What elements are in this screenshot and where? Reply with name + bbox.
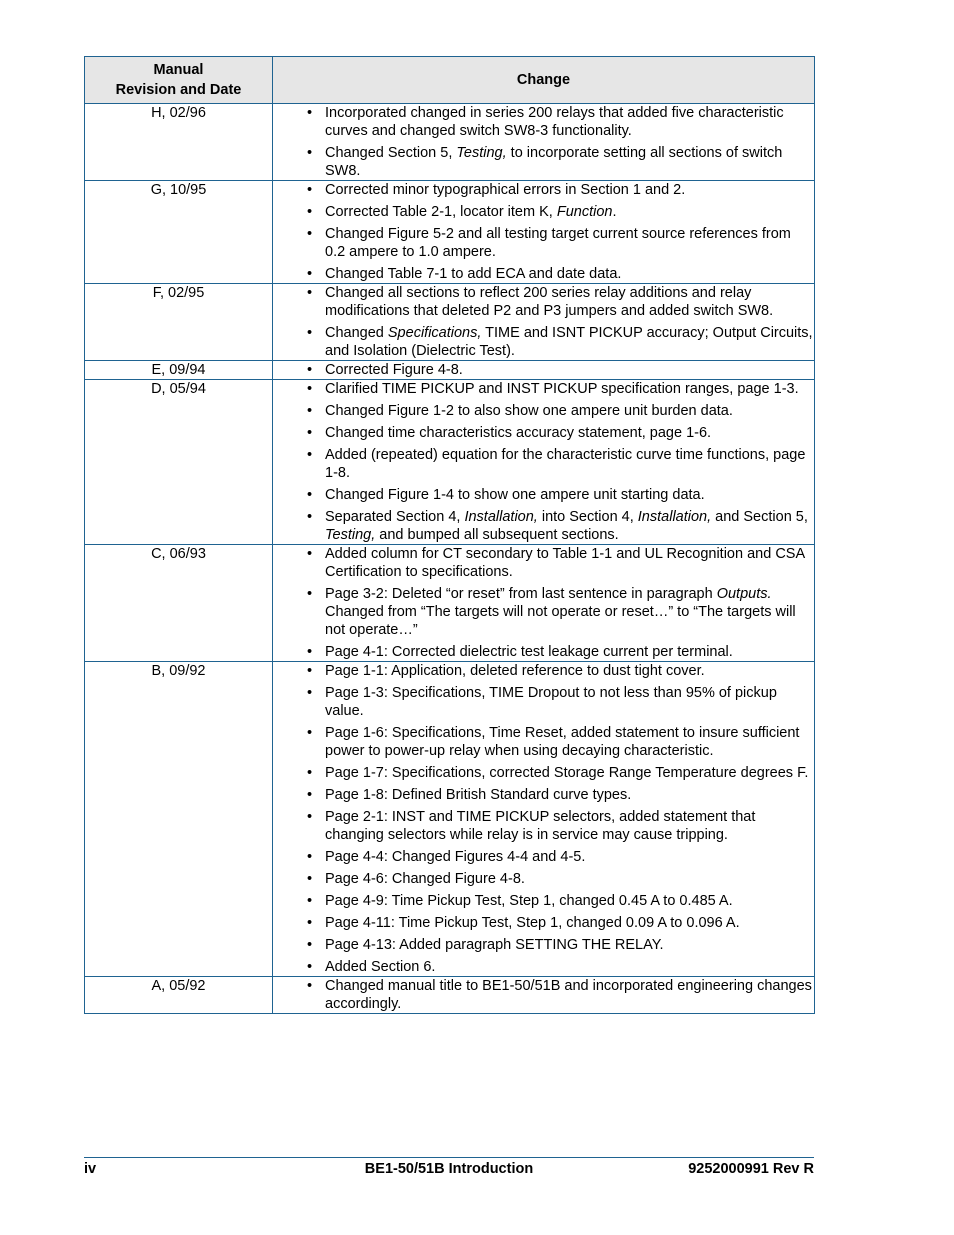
change-text: Page 4-1: Corrected dielectric test leakage current per terminal.: [325, 644, 733, 660]
change-text: Page 1-7: Specifications, corrected Storage Range Temperature degrees F.: [325, 765, 809, 781]
change-text: Added (repeated) equation for the characteristic curve time functions, page 1-8.: [325, 447, 806, 481]
change-text-italic: Outputs.: [716, 586, 772, 602]
change-text: Changed all sections to reflect 200 series relay additions and relay modifications that deleted P2 and P3 jumpers and added switch SW8.: [325, 285, 774, 319]
change-item: [273, 284, 814, 320]
change-item: [273, 643, 814, 661]
change-item: [273, 808, 814, 844]
header-line-1: Manual: [153, 62, 204, 78]
bullet-icon: •: [307, 586, 313, 602]
table-row: [85, 284, 815, 361]
change-item: [273, 324, 814, 360]
change-cell: [273, 361, 815, 380]
bullet-icon: •: [307, 285, 313, 301]
page-number: iv: [84, 1161, 97, 1177]
change-item: [273, 786, 814, 804]
bullet-icon: •: [307, 685, 313, 701]
change-text-italic: Installation,: [637, 509, 712, 525]
change-text: Page 4-6: Changed Figure 4-8.: [325, 871, 525, 887]
bullet-icon: •: [307, 809, 313, 825]
change-cell: [273, 104, 815, 181]
change-item: [273, 104, 814, 140]
change-item: [273, 684, 814, 720]
change-item: [273, 424, 814, 442]
change-cell: [273, 662, 815, 977]
bullet-icon: •: [307, 546, 313, 562]
header-change: Change: [273, 57, 815, 104]
bullet-icon: •: [307, 915, 313, 931]
change-list: [273, 662, 814, 976]
change-item: [273, 977, 814, 1013]
change-text: Changed time characteristics accuracy statement, page 1-6.: [325, 425, 712, 441]
change-text: TIME and ISNT PICKUP accuracy; Output Circuits, and Isolation (Dielectric Test).: [325, 325, 813, 359]
change-item: [273, 486, 814, 504]
change-list: [273, 545, 814, 661]
change-item: [273, 936, 814, 954]
bullet-icon: •: [307, 362, 313, 378]
change-text: Changed Section 5,: [325, 145, 457, 161]
change-item: [273, 724, 814, 760]
table-row: [85, 181, 815, 284]
change-text: Changed manual title to BE1-50/51B and incorporated engineering changes accordingly.: [325, 978, 812, 1012]
change-text: Added Section 6.: [325, 959, 436, 975]
change-text: Page 4-9: Time Pickup Test, Step 1, changed 0.45 A to 0.485 A.: [325, 893, 733, 909]
table-row: [85, 380, 815, 545]
table-row: [85, 361, 815, 380]
header-line-2: Revision and Date: [115, 82, 242, 98]
change-item: [273, 144, 814, 180]
bullet-icon: •: [307, 425, 313, 441]
change-item: [273, 225, 814, 261]
change-text: Changed Figure 5-2 and all testing target current source references from 0.2 ampere to 1.0 ampere.: [325, 226, 791, 260]
change-list: [273, 361, 814, 379]
change-item: [273, 181, 814, 199]
bullet-icon: •: [307, 509, 313, 525]
bullet-icon: •: [307, 787, 313, 803]
change-text: Page 3-2: Deleted “or reset” from last sentence in paragraph: [325, 586, 717, 602]
change-text: Page 4-13: Added paragraph SETTING THE RELAY.: [325, 937, 664, 953]
change-text: Page 1-6: Specifications, Time Reset, added statement to insure sufficient power to power-up relay when using decaying characteristic.: [325, 725, 800, 759]
change-cell: [273, 545, 815, 662]
change-text: Separated Section 4,: [325, 509, 465, 525]
revision-date-cell: E, 09/94: [85, 361, 273, 380]
change-text: Page 2-1: INST and TIME PICKUP selectors, added statement that changing selectors while relay is in service may cause tripping.: [325, 809, 756, 843]
change-text: and bumped all subsequent sections.: [375, 527, 619, 543]
change-item: [273, 203, 814, 221]
change-cell: [273, 977, 815, 1014]
change-text: Clarified TIME PICKUP and INST PICKUP specification ranges, page 1-3.: [325, 381, 799, 397]
change-list: [273, 284, 814, 360]
change-item: [273, 662, 814, 680]
change-text: Corrected minor typographical errors in Section 1 and 2.: [325, 182, 686, 198]
revision-date-cell: B, 09/92: [85, 662, 273, 977]
change-text-italic: Function: [556, 204, 613, 220]
table-header-row: [85, 57, 815, 104]
bullet-icon: •: [307, 487, 313, 503]
bullet-icon: •: [307, 105, 313, 121]
table-row: [85, 662, 815, 977]
bullet-icon: •: [307, 959, 313, 975]
bullet-icon: •: [307, 403, 313, 419]
change-text: into Section 4,: [537, 509, 638, 525]
bullet-icon: •: [307, 226, 313, 242]
bullet-icon: •: [307, 978, 313, 994]
change-text: Corrected Table 2-1, locator item K,: [325, 204, 557, 220]
change-text: and Section 5,: [711, 509, 808, 525]
change-item: [273, 870, 814, 888]
change-cell: [273, 181, 815, 284]
bullet-icon: •: [307, 204, 313, 220]
table-row: [85, 545, 815, 662]
bullet-icon: •: [307, 325, 313, 341]
change-item: [273, 958, 814, 976]
bullet-icon: •: [307, 849, 313, 865]
change-item: [273, 764, 814, 782]
table-row: [85, 104, 815, 181]
revision-date-cell: G, 10/95: [85, 181, 273, 284]
change-text-italic: Testing,: [456, 145, 507, 161]
change-item: [273, 892, 814, 910]
change-cell: [273, 380, 815, 545]
change-text: Page 4-4: Changed Figures 4-4 and 4-5.: [325, 849, 586, 865]
bullet-icon: •: [307, 145, 313, 161]
bullet-icon: •: [307, 871, 313, 887]
change-item: [273, 265, 814, 283]
change-text: Incorporated changed in series 200 relays that added five characteristic curves and changed switch SW8-3 functionality.: [325, 105, 784, 139]
change-text: Changed Figure 1-2 to also show one ampere unit burden data.: [325, 403, 733, 419]
bullet-icon: •: [307, 447, 313, 463]
change-item: [273, 508, 814, 544]
change-text: Changed Table 7-1 to add ECA and date data.: [325, 266, 622, 282]
change-item: [273, 585, 814, 639]
table-body: [85, 104, 815, 1014]
change-text: .: [612, 204, 617, 220]
table-row: [85, 977, 815, 1014]
document-number: 9252000991 Rev R: [688, 1161, 814, 1177]
change-text-italic: Testing,: [325, 527, 376, 543]
bullet-icon: •: [307, 937, 313, 953]
revision-date-cell: F, 02/95: [85, 284, 273, 361]
bullet-icon: •: [307, 663, 313, 679]
change-text: Added column for CT secondary to Table 1-1 and UL Recognition and CSA Certification to specifications.: [325, 546, 805, 580]
change-item: [273, 402, 814, 420]
change-text: Page 1-3: Specifications, TIME Dropout to not less than 95% of pickup value.: [325, 685, 777, 719]
revision-date-cell: A, 05/92: [85, 977, 273, 1014]
change-text-italic: Specifications,: [387, 325, 482, 341]
change-item: [273, 446, 814, 482]
bullet-icon: •: [307, 182, 313, 198]
bullet-icon: •: [307, 893, 313, 909]
revision-history-table: [84, 56, 815, 1014]
page-footer: [84, 1160, 814, 1178]
bullet-icon: •: [307, 725, 313, 741]
change-item: [273, 380, 814, 398]
bullet-icon: •: [307, 266, 313, 282]
change-cell: [273, 284, 815, 361]
revision-date-cell: H, 02/96: [85, 104, 273, 181]
change-text: Corrected Figure 4-8.: [325, 362, 463, 378]
change-list: [273, 181, 814, 283]
change-item: [273, 545, 814, 581]
change-text: to incorporate setting all sections of switch SW8.: [325, 145, 783, 179]
header-revision-date: [85, 57, 273, 104]
change-text: Changed: [325, 325, 388, 341]
change-item: [273, 361, 814, 379]
footer-rule: [84, 1157, 814, 1158]
change-item: [273, 914, 814, 932]
change-text: Changed from “The targets will not operate or reset…” to “The targets will not operate…”: [325, 604, 796, 638]
bullet-icon: •: [307, 765, 313, 781]
change-list: [273, 977, 814, 1013]
change-list: [273, 104, 814, 180]
change-list: [273, 380, 814, 544]
change-text: Page 1-1: Application, deleted reference to dust tight cover.: [325, 663, 705, 679]
change-text: Page 1-8: Defined British Standard curve types.: [325, 787, 632, 803]
change-text: Changed Figure 1-4 to show one ampere unit starting data.: [325, 487, 705, 503]
change-text: Page 4-11: Time Pickup Test, Step 1, changed 0.09 A to 0.096 A.: [325, 915, 740, 931]
change-item: [273, 848, 814, 866]
revision-date-cell: C, 06/93: [85, 545, 273, 662]
document-title: BE1-50/51B Introduction: [364, 1161, 534, 1177]
bullet-icon: •: [307, 644, 313, 660]
bullet-icon: •: [307, 381, 313, 397]
change-text-italic: Installation,: [464, 509, 538, 525]
revision-date-cell: D, 05/94: [85, 380, 273, 545]
